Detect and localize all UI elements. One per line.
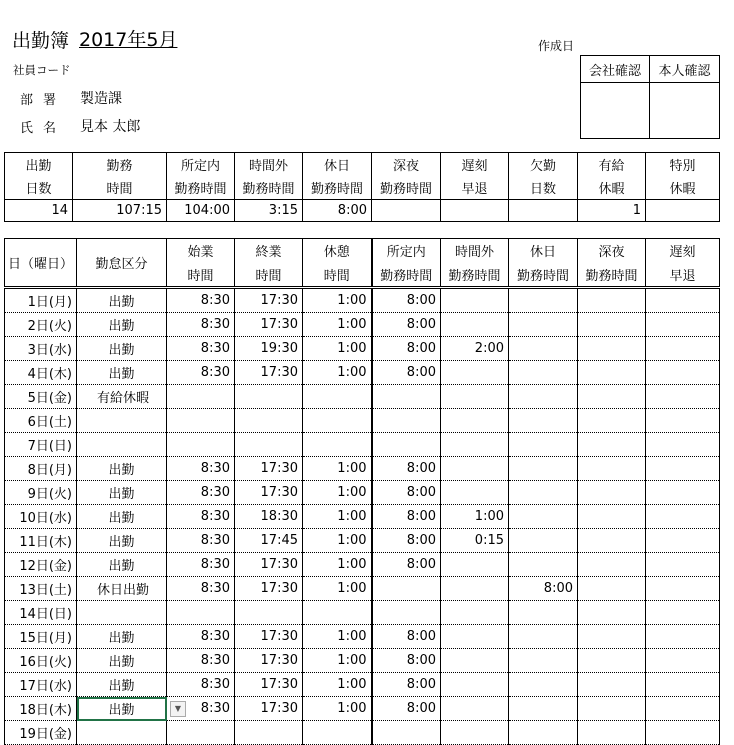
time-cell[interactable] — [441, 409, 509, 433]
time-cell[interactable] — [372, 601, 441, 625]
time-cell[interactable] — [646, 649, 720, 673]
time-cell[interactable] — [167, 385, 235, 409]
table-row — [5, 457, 720, 481]
summary-header-bottom: 勤務時間 — [235, 176, 303, 200]
summary-value-cell[interactable] — [372, 200, 441, 222]
summary-header-top: 特別 — [646, 153, 720, 177]
day-cell[interactable]: 1日(月) — [5, 288, 77, 313]
time-cell[interactable] — [441, 361, 509, 385]
time-cell[interactable] — [509, 673, 578, 697]
summary-value-cell[interactable]: 8:00 — [303, 200, 372, 222]
time-cell[interactable] — [578, 577, 646, 601]
day-cell[interactable]: 10日(水) — [5, 505, 77, 529]
summary-value-cell[interactable]: 107:15 — [73, 200, 167, 222]
time-cell[interactable] — [646, 337, 720, 361]
time-cell[interactable]: 1:00 — [303, 481, 372, 505]
table-row — [5, 649, 720, 673]
time-cell[interactable]: 8:00 — [372, 625, 441, 649]
time-cell[interactable]: 8:30 — [167, 553, 235, 577]
time-cell[interactable] — [646, 481, 720, 505]
time-cell[interactable]: 8:30 — [167, 625, 235, 649]
day-cell[interactable]: 8日(月) — [5, 457, 77, 481]
table-row — [5, 337, 720, 361]
time-cell[interactable]: 8:00 — [372, 505, 441, 529]
time-cell[interactable]: 2:00 — [441, 337, 509, 361]
time-cell[interactable] — [578, 553, 646, 577]
attendance-type-cell[interactable]: 出勤 — [77, 625, 167, 649]
day-cell[interactable]: 5日(金) — [5, 385, 77, 409]
attendance-type-cell[interactable] — [77, 409, 167, 433]
attendance-type-cell[interactable] — [77, 601, 167, 625]
attendance-type-cell[interactable]: 出勤 — [77, 288, 167, 313]
self-confirm-stamp-cell[interactable] — [650, 83, 720, 139]
attendance-type-cell[interactable]: 出勤 — [77, 337, 167, 361]
time-cell[interactable] — [441, 385, 509, 409]
day-cell[interactable]: 16日(火) — [5, 649, 77, 673]
summary-header-bottom: 日数 — [5, 176, 73, 200]
summary-value-cell[interactable]: 1 — [578, 200, 646, 222]
time-cell[interactable] — [235, 601, 303, 625]
time-cell[interactable] — [646, 553, 720, 577]
time-cell[interactable]: 17:30 — [235, 673, 303, 697]
summary-value-cell[interactable]: 14 — [5, 200, 73, 222]
time-cell[interactable] — [578, 457, 646, 481]
time-cell[interactable]: 8:30 — [167, 361, 235, 385]
time-cell[interactable]: 17:30 — [235, 457, 303, 481]
time-cell[interactable] — [441, 625, 509, 649]
time-cell[interactable] — [303, 601, 372, 625]
table-row — [5, 697, 720, 721]
table-row — [5, 721, 720, 745]
daily-header-top: 始業 — [167, 239, 235, 263]
time-cell[interactable] — [441, 649, 509, 673]
time-cell[interactable] — [441, 313, 509, 337]
time-cell[interactable]: 8:30 — [167, 505, 235, 529]
summary-header-top: 時間外 — [235, 153, 303, 177]
summary-header-bottom: 早退 — [441, 176, 509, 200]
time-cell[interactable]: 8:00 — [372, 288, 441, 313]
time-cell[interactable]: 1:00 — [303, 313, 372, 337]
time-cell[interactable] — [441, 721, 509, 745]
time-cell[interactable] — [235, 433, 303, 457]
summary-value-cell[interactable] — [646, 200, 720, 222]
attendance-type-cell[interactable]: 出勤 — [77, 361, 167, 385]
time-cell[interactable] — [167, 409, 235, 433]
summary-header-bottom: 休暇 — [646, 176, 720, 200]
time-cell[interactable] — [578, 385, 646, 409]
table-row — [5, 409, 720, 433]
selected-attendance-type-cell[interactable]: 出勤 ▼ — [77, 697, 167, 721]
day-cell[interactable]: 13日(土) — [5, 577, 77, 601]
time-cell[interactable]: 8:00 — [372, 361, 441, 385]
attendance-type-cell[interactable] — [77, 433, 167, 457]
summary-header-bottom: 勤務時間 — [372, 176, 441, 200]
time-cell[interactable] — [509, 361, 578, 385]
daily-header: 勤怠区分 — [77, 239, 167, 288]
time-cell[interactable] — [646, 457, 720, 481]
time-cell[interactable] — [578, 697, 646, 721]
time-cell[interactable] — [441, 673, 509, 697]
table-row — [5, 481, 720, 505]
created-date-label: 作成日 — [538, 39, 575, 53]
time-cell[interactable]: 17:30 — [235, 553, 303, 577]
time-cell[interactable] — [578, 529, 646, 553]
time-cell[interactable] — [303, 385, 372, 409]
time-cell[interactable] — [509, 409, 578, 433]
daily-header-bottom: 時間 — [167, 262, 235, 287]
attendance-type-cell[interactable]: 出勤 — [77, 457, 167, 481]
time-cell[interactable]: 8:00 — [372, 673, 441, 697]
daily-header-bottom: 時間 — [303, 262, 372, 287]
time-cell[interactable] — [167, 601, 235, 625]
time-cell[interactable] — [509, 337, 578, 361]
day-cell[interactable]: 9日(火) — [5, 481, 77, 505]
time-cell[interactable]: 8:30 — [167, 481, 235, 505]
attendance-type-cell[interactable]: 出勤 — [77, 673, 167, 697]
page-title: 出勤簿 — [12, 30, 70, 52]
time-cell[interactable] — [646, 601, 720, 625]
time-cell[interactable]: 1:00 — [303, 361, 372, 385]
table-row — [5, 673, 720, 697]
time-cell[interactable] — [509, 481, 578, 505]
time-cell[interactable] — [578, 337, 646, 361]
time-cell[interactable]: 1:00 — [303, 625, 372, 649]
time-cell[interactable]: 18:30 — [235, 505, 303, 529]
time-cell[interactable] — [646, 288, 720, 313]
time-cell[interactable] — [578, 361, 646, 385]
time-cell[interactable] — [509, 553, 578, 577]
table-row — [5, 529, 720, 553]
time-cell[interactable]: 1:00 — [303, 673, 372, 697]
daily-header-bottom: 勤務時間 — [372, 262, 441, 287]
time-cell[interactable]: 1:00 — [303, 529, 372, 553]
summary-header-bottom: 日数 — [509, 176, 578, 200]
day-cell[interactable]: 2日(火) — [5, 313, 77, 337]
attendance-type-cell[interactable]: 有給休暇 — [77, 385, 167, 409]
time-cell[interactable] — [509, 505, 578, 529]
daily-header-bottom: 早退 — [646, 262, 720, 287]
time-cell[interactable]: 0:15 — [441, 529, 509, 553]
time-cell[interactable] — [646, 313, 720, 337]
time-cell[interactable] — [509, 625, 578, 649]
daily-header-bottom: 勤務時間 — [578, 262, 646, 287]
time-cell[interactable] — [303, 433, 372, 457]
time-cell[interactable] — [578, 433, 646, 457]
table-row — [5, 433, 720, 457]
time-cell[interactable]: 1:00 — [303, 697, 372, 721]
time-cell[interactable] — [578, 649, 646, 673]
table-row — [5, 601, 720, 625]
time-cell[interactable] — [441, 577, 509, 601]
time-cell[interactable] — [509, 385, 578, 409]
attendance-type-cell[interactable] — [77, 721, 167, 745]
time-cell[interactable] — [646, 697, 720, 721]
attendance-type-cell[interactable]: 出勤 — [77, 505, 167, 529]
time-cell[interactable]: 1:00 — [303, 505, 372, 529]
dept-label: 部署 — [20, 93, 67, 108]
time-cell[interactable] — [646, 361, 720, 385]
time-cell[interactable] — [578, 481, 646, 505]
time-cell[interactable] — [441, 433, 509, 457]
time-cell[interactable]: 17:30 — [235, 649, 303, 673]
time-cell[interactable] — [646, 721, 720, 745]
time-cell[interactable]: 8:30 — [167, 673, 235, 697]
daily-header-top: 深夜 — [578, 239, 646, 263]
daily-header-bottom: 勤務時間 — [509, 262, 578, 287]
time-cell[interactable]: 1:00 — [303, 457, 372, 481]
summary-header-bottom: 勤務時間 — [303, 176, 372, 200]
summary-header-top: 遅刻 — [441, 153, 509, 177]
table-row — [5, 313, 720, 337]
company-confirm-label: 会社確認 — [581, 56, 650, 83]
time-cell[interactable] — [646, 433, 720, 457]
time-cell[interactable] — [167, 721, 235, 745]
time-cell[interactable] — [441, 288, 509, 313]
summary-header-bottom: 時間 — [73, 176, 167, 200]
time-cell[interactable] — [509, 649, 578, 673]
time-cell[interactable] — [646, 577, 720, 601]
time-cell[interactable]: 1:00 — [303, 337, 372, 361]
time-cell[interactable] — [441, 457, 509, 481]
time-cell[interactable] — [372, 385, 441, 409]
summary-header-top: 出勤 — [5, 153, 73, 177]
time-cell[interactable]: 17:30 — [235, 625, 303, 649]
time-cell[interactable] — [578, 313, 646, 337]
daily-header: 日（曜日） — [5, 239, 77, 288]
table-row — [5, 553, 720, 577]
time-cell[interactable] — [441, 601, 509, 625]
day-cell[interactable]: 7日(日) — [5, 433, 77, 457]
time-cell[interactable] — [441, 481, 509, 505]
time-cell[interactable]: 8:00 — [372, 337, 441, 361]
time-cell[interactable]: 8:30 — [167, 457, 235, 481]
time-cell[interactable]: 8:30 — [167, 337, 235, 361]
time-cell[interactable] — [509, 288, 578, 313]
attendance-type-cell[interactable]: 出勤 — [77, 553, 167, 577]
day-cell[interactable]: 14日(日) — [5, 601, 77, 625]
time-cell[interactable] — [372, 721, 441, 745]
summary-header-bottom: 休暇 — [578, 176, 646, 200]
time-cell[interactable]: 17:30 — [235, 481, 303, 505]
daily-header-top: 休憩 — [303, 239, 372, 263]
table-row — [5, 577, 720, 601]
time-cell[interactable] — [509, 721, 578, 745]
summary-header-bottom: 勤務時間 — [167, 176, 235, 200]
time-cell[interactable]: 17:30 — [235, 577, 303, 601]
name-value: 見本 太郎 — [80, 119, 141, 135]
time-cell[interactable] — [509, 697, 578, 721]
time-cell[interactable] — [167, 433, 235, 457]
attendance-type-cell[interactable]: 出勤 — [77, 481, 167, 505]
time-cell[interactable] — [441, 553, 509, 577]
summary-header-top: 勤務 — [73, 153, 167, 177]
time-cell[interactable] — [509, 457, 578, 481]
attendance-type-cell[interactable]: 出勤 — [77, 529, 167, 553]
daily-header-top: 所定内 — [372, 239, 441, 263]
name-label: 氏名 — [20, 121, 67, 136]
day-cell[interactable]: 17日(水) — [5, 673, 77, 697]
time-cell[interactable]: 8:30 — [167, 697, 235, 721]
summary-header-top: 欠勤 — [509, 153, 578, 177]
time-cell[interactable] — [578, 409, 646, 433]
time-cell[interactable] — [509, 601, 578, 625]
daily-header-top: 休日 — [509, 239, 578, 263]
time-cell[interactable]: 8:00 — [372, 553, 441, 577]
time-cell[interactable]: 1:00 — [303, 649, 372, 673]
time-cell[interactable] — [372, 433, 441, 457]
time-cell[interactable] — [235, 409, 303, 433]
time-cell[interactable] — [303, 721, 372, 745]
time-cell[interactable] — [235, 385, 303, 409]
summary-value-cell[interactable]: 3:15 — [235, 200, 303, 222]
daily-header-top: 遅刻 — [646, 239, 720, 263]
time-cell[interactable]: 8:00 — [372, 481, 441, 505]
day-cell[interactable]: 15日(月) — [5, 625, 77, 649]
time-cell[interactable]: 1:00 — [441, 505, 509, 529]
time-cell[interactable] — [235, 721, 303, 745]
day-cell[interactable]: 6日(土) — [5, 409, 77, 433]
time-cell[interactable] — [372, 409, 441, 433]
summary-header-top: 休日 — [303, 153, 372, 177]
time-cell[interactable]: 17:30 — [235, 361, 303, 385]
time-cell[interactable] — [303, 409, 372, 433]
summary-header-top: 深夜 — [372, 153, 441, 177]
time-cell[interactable]: 1:00 — [303, 288, 372, 313]
summary-value-cell[interactable] — [441, 200, 509, 222]
summary-value-cell[interactable]: 104:00 — [167, 200, 235, 222]
chevron-down-icon[interactable]: ▼ — [170, 701, 186, 717]
time-cell[interactable]: 1:00 — [303, 553, 372, 577]
time-cell[interactable]: 8:30 — [167, 529, 235, 553]
summary-header-top: 有給 — [578, 153, 646, 177]
summary-header-top: 所定内 — [167, 153, 235, 177]
daily-header-top: 時間外 — [441, 239, 509, 263]
time-cell[interactable]: 8:30 — [167, 313, 235, 337]
self-confirm-label: 本人確認 — [650, 56, 720, 83]
time-cell[interactable]: 8:30 — [167, 577, 235, 601]
time-cell[interactable] — [578, 505, 646, 529]
employee-code-label: 社員コード — [13, 63, 71, 77]
daily-header-bottom: 時間 — [235, 262, 303, 287]
confirm-box — [580, 55, 720, 139]
time-cell[interactable] — [372, 577, 441, 601]
day-cell[interactable]: 12日(金) — [5, 553, 77, 577]
summary-value-cell[interactable] — [509, 200, 578, 222]
time-cell[interactable] — [646, 529, 720, 553]
time-cell[interactable]: 8:00 — [372, 313, 441, 337]
time-cell[interactable]: 8:00 — [372, 697, 441, 721]
time-cell[interactable] — [646, 625, 720, 649]
time-cell[interactable] — [578, 625, 646, 649]
time-cell[interactable] — [646, 409, 720, 433]
time-cell[interactable] — [578, 601, 646, 625]
time-cell[interactable] — [578, 721, 646, 745]
time-cell[interactable]: 19:30 — [235, 337, 303, 361]
month-label: 2017年5月 — [79, 29, 178, 51]
time-cell[interactable]: 8:30 — [167, 288, 235, 313]
time-cell[interactable]: 8:30 — [167, 649, 235, 673]
time-cell[interactable]: 1:00 — [303, 577, 372, 601]
table-row — [5, 361, 720, 385]
time-cell[interactable] — [646, 505, 720, 529]
time-cell[interactable]: 8:00 — [372, 457, 441, 481]
attendance-type-cell[interactable]: 休日出勤 — [77, 577, 167, 601]
time-cell[interactable]: 17:30 — [235, 313, 303, 337]
time-cell[interactable] — [441, 697, 509, 721]
day-cell[interactable]: 18日(木) — [5, 697, 77, 721]
day-cell[interactable]: 4日(木) — [5, 361, 77, 385]
time-cell[interactable] — [578, 673, 646, 697]
attendance-type-cell[interactable]: 出勤 — [77, 649, 167, 673]
time-cell[interactable]: 17:45 — [235, 529, 303, 553]
daily-header-top: 終業 — [235, 239, 303, 263]
company-confirm-stamp-cell[interactable] — [581, 83, 650, 139]
time-cell[interactable] — [509, 529, 578, 553]
summary-table — [4, 152, 720, 222]
time-cell[interactable]: 8:00 — [372, 529, 441, 553]
time-cell[interactable]: 8:00 — [372, 649, 441, 673]
time-cell[interactable] — [646, 385, 720, 409]
day-cell[interactable]: 19日(金) — [5, 721, 77, 745]
day-cell[interactable]: 3日(水) — [5, 337, 77, 361]
time-cell[interactable] — [646, 673, 720, 697]
table-row — [5, 505, 720, 529]
dept-value: 製造課 — [80, 91, 122, 107]
attendance-type-cell[interactable]: 出勤 — [77, 313, 167, 337]
table-row — [5, 625, 720, 649]
time-cell[interactable]: 17:30 — [235, 288, 303, 313]
table-row — [5, 385, 720, 409]
time-cell[interactable]: 8:00 — [509, 577, 578, 601]
time-cell[interactable]: 17:30 — [235, 697, 303, 721]
daily-header-bottom: 勤務時間 — [441, 262, 509, 287]
table-row — [5, 288, 720, 313]
day-cell[interactable]: 11日(木) — [5, 529, 77, 553]
time-cell[interactable] — [578, 288, 646, 313]
daily-attendance-table — [4, 238, 720, 745]
time-cell[interactable] — [509, 433, 578, 457]
time-cell[interactable] — [509, 313, 578, 337]
